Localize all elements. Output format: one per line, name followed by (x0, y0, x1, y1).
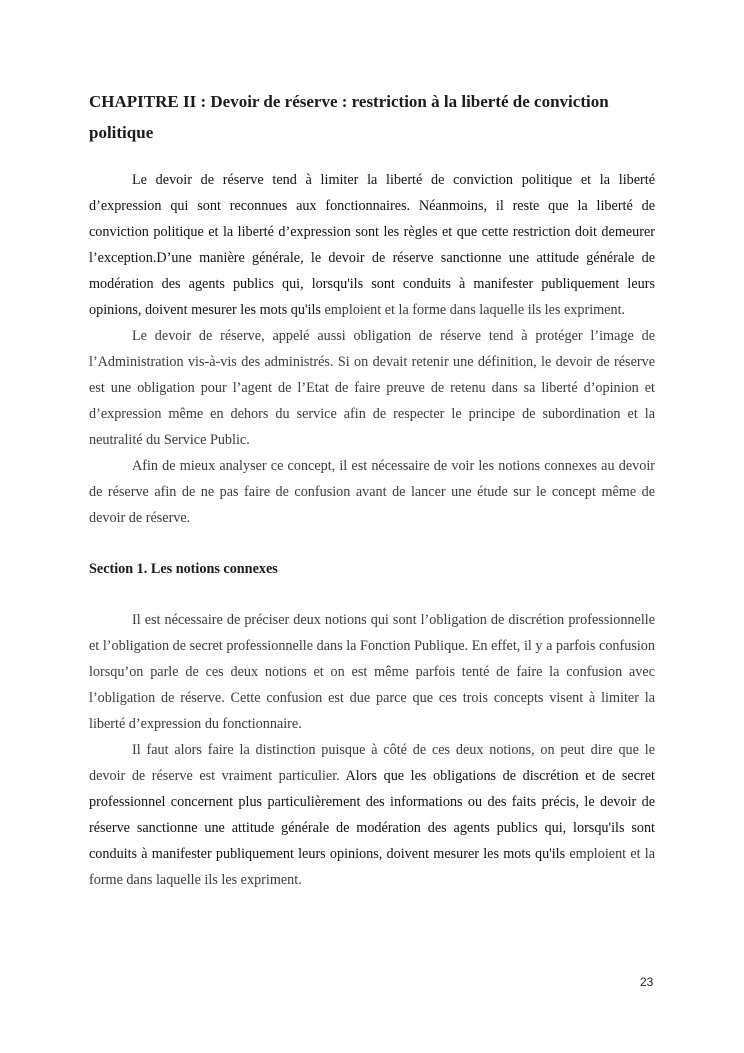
section-paragraph-2-main: Alors que les obligations de discrétion et de secret professionnel concernent plus particulièrement des informations ou des faits précis, le devoir de réserve sanctionne une attitude générale de modération des agents publics qui, lorsqu'ils sont conduits à manifester publiquement leurs opinions, doivent mesurer les mots qu'ils (89, 768, 655, 862)
intro-paragraph-1 (89, 167, 655, 323)
spacer (89, 531, 655, 556)
section-paragraph-1: Il est nécessaire de préciser deux notions qui sont l’obligation de discrétion professionnelle et l’obligation de secret professionnelle dans la Fonction Publique. En effet, il y a parfois confusion lorsqu’on parle de ces deux notions et on est même parfois tenté de faire la confusion avec l’obligation de réserve. Cette confusion est due parce que ces trois concepts visent à limiter la liberté d’expression du fonctionnaire. (89, 612, 655, 732)
section-paragraph-2 (89, 737, 655, 893)
page-content (89, 86, 655, 893)
intro-paragraph-1-tail: emploient et la forme dans laquelle ils les expriment. (320, 302, 626, 318)
intro-paragraph-1-main: Le devoir de réserve tend à limiter la liberté de conviction politique et la liberté d’expression qui sont reconnues aux fonctionnaires. Néanmoins, il reste que la liberté de conviction politique et la liberté d’expression sont les règles et que cette restriction doit demeurer l’exception.D’une manière générale, le devoir de réserve sanctionne une attitude générale de modération des agents publics qui, lorsqu'ils sont conduits à manifester publiquement leurs opinions, doivent mesurer les mots qu'ils (89, 172, 655, 318)
chapter-title: CHAPITRE II : Devoir de réserve : restriction à la liberté de conviction politique (89, 92, 609, 142)
page-number: 23 (640, 975, 654, 989)
section-paragraph-2-lead: Il faut alors faire la distinction puisque à côté de ces deux notions, on peut dire que le devoir de réserve est vraiment particulier. (89, 742, 655, 784)
intro-paragraph-2: Le devoir de réserve, appelé aussi obligation de réserve tend à protéger l’image de l’Administration vis-à-vis des administrés. Si on devait retenir une définition, le devoir de réserve est une obligation pour l’agent de l’Etat de faire preuve de retenu dans sa liberté d’opinion et d’expression même en dehors du service afin de respecter le principe de subordination et la neutralité du Service Public. (89, 328, 655, 448)
section-title: Section 1. Les notions connexes (89, 561, 278, 577)
section-paragraph-2-tail: emploient et la forme dans laquelle ils les expriment. (89, 846, 656, 888)
intro-paragraph-3: Afin de mieux analyser ce concept, il est nécessaire de voir les notions connexes au devoir de réserve afin de ne pas faire de confusion avant de lancer une étude sur le concept même de devoir de réserve. (89, 458, 655, 526)
